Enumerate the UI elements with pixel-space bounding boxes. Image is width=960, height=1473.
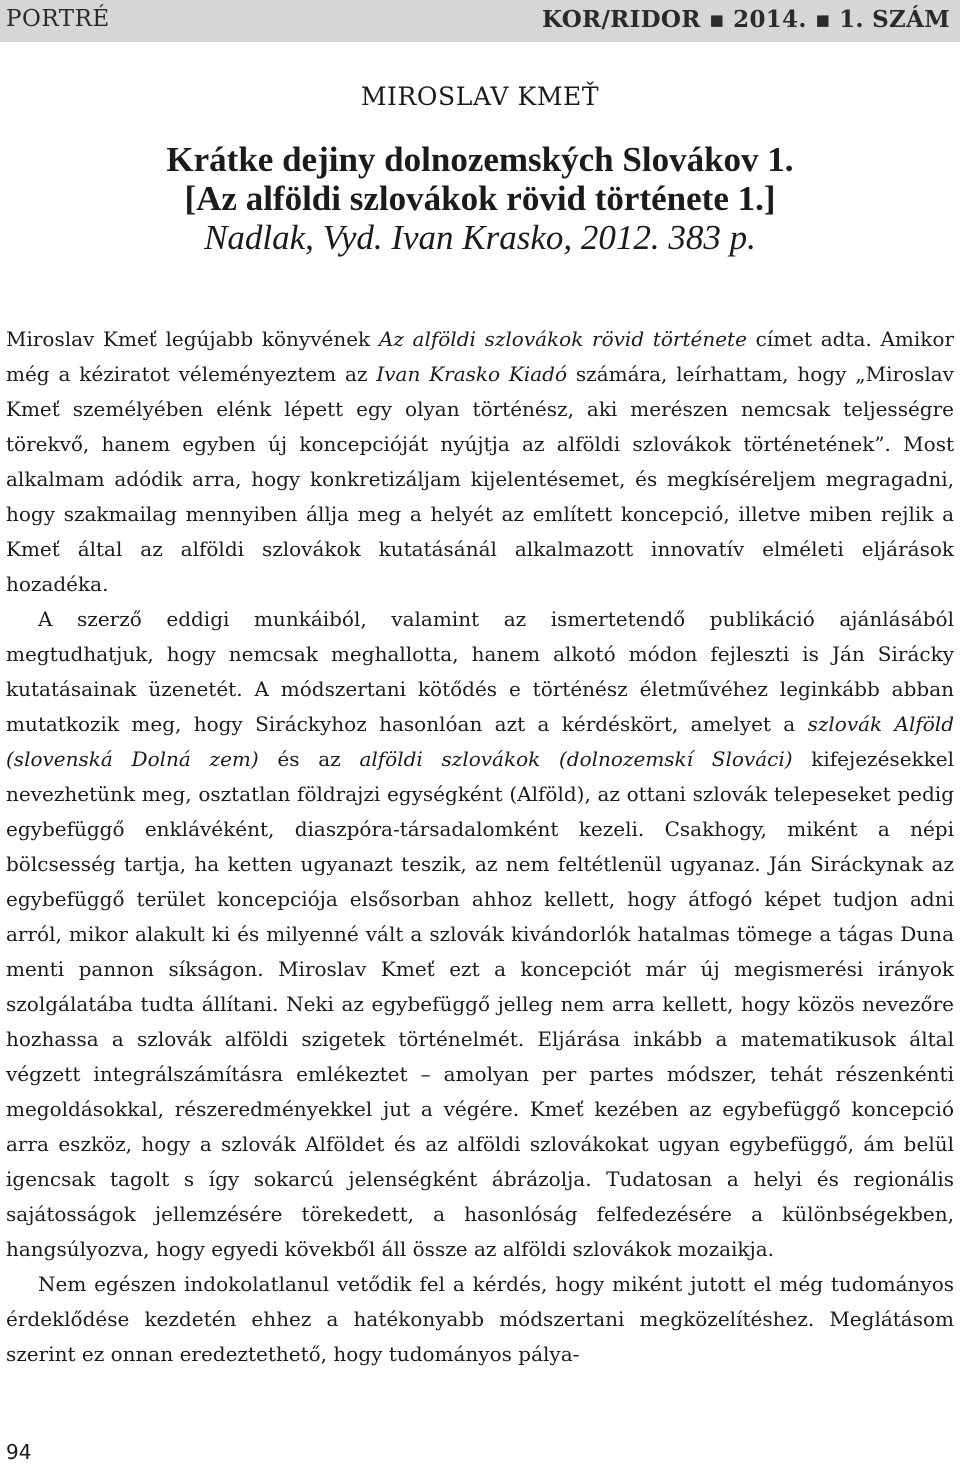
book-title: Krátke dejiny dolnozemských Slovákov 1. [166, 140, 794, 179]
paragraph [6, 602, 954, 1267]
text-run: kifejezésekkel nevezhetünk meg, osztatlan földrajzi egységként (Alföld), az ottani szlovák telepeseket pedig egybefüggő enklávéként, diaszpóra-társadalomként kezeli. Csakhogy, miként a népi bölcsesség tartja, ha ketten ugyanazt teszik, az nem feltétlenül ugyanaz. Ján Siráckynak az egybefüggő terület koncepciója elsősorban ahhoz kellett, hogy átfogó képet tudjon adni arról, mikor alakult ki és milyenné vált a szlovák kivándorlók hatalmas tömege a tágas Duna menti pannon síkságon. Miroslav Kmeť ezt a koncepciót már új megismerési irányok szolgálatába tudta állítani. Neki az egybefüggő jelleg nem arra kellett, hogy közös nevezőre hozhassa a szlovák alföldi szigetek történelmét. Eljárása inkább a matematikusok által végzett integrálszámításra emlékeztet – amolyan per partes módszer, tehát részenkénti megoldásokkal, részeredményekkel jut a végére. Kmeť kezében az egybefüggő koncepció arra eszköz, hogy a szlovák Alföldet és az alföldi szlovákokat ugyan egybefüggő, ám belül igencsak tagolt s így sokarcú jelenségként ábrázolja. Tudatosan a helyi és regionális sajátosságok jellemzésére törekedett, a hasonlóság felfedezésére a különbségekben, hangsúlyozva, hogy egyedi kövekből áll össze az alföldi szlovákok mozaikja. [6, 747, 955, 1261]
text-run: és az [258, 747, 360, 771]
author-name: MIROSLAV KMEŤ [360, 82, 600, 111]
publication-details: Nadlak, Vyd. Ivan Krasko, 2012. 383 p. [204, 218, 756, 257]
text-run: A szerző eddigi munkáiból, valamint az ismertetendő publikáció ajánlásából megtudhatjuk, hogy nemcsak meghallotta, hanem alkotó módon fejleszti is Ján Sirácky kutatásainak üzenetét. A módszertani kötődés e történész életművéhez leginkább abban mutatkozik meg, hogy Siráckyhoz hasonlóan azt a kérdéskört, amelyet a [6, 607, 954, 736]
text-run: számára, leírhattam, hogy „Miroslav Kmeť személyében elénk lépett egy olyan történész, aki merészen nemcsak teljességre törekvő, hanem egyben új koncepcióját nyújtja az alföldi szlovákok történetének”. Most alkalmam adódik arra, hogy konkretizáljam kijelentésemet, és megkíséreljem megragadni, hogy szakmailag mennyiben állja meg a helyét az említett koncepció, illetve miben rejlik a Kmeť által az alföldi szlovákok kutatásánál alkalmazott innovatív elméleti eljárások hozadéka. [6, 362, 954, 596]
running-header [0, 0, 960, 42]
italic-text: Az alföldi szlovákok rövid története [378, 327, 747, 351]
text-run: címet adta. Amikor még a kéziratot véleményeztem az [6, 327, 955, 386]
italic-text: alföldi szlovákok (dolnozemskí Slováci) [359, 747, 793, 771]
text-run: Nem egészen indokolatlanul vetődik fel a kérdés, hogy miként jutott el még tudományos érdeklődése kezdetén ehhez a hatékonyabb módszertani megközelítéshez. Meglátásom szerint ez onnan eredeztethető, hogy tudományos pálya- [6, 1272, 954, 1366]
paragraph [6, 1267, 954, 1372]
book-title-block [0, 140, 960, 257]
page-number: 94 [6, 1440, 32, 1464]
italic-text: szlovák Alföld (slovenská Dolná zem) [6, 712, 955, 771]
journal-issue-info: KOR/RIDOR ▪ 2014. ▪ 1. SZÁM [542, 6, 950, 33]
italic-text: Ivan Krasko Kiadó [376, 362, 568, 386]
article-body [6, 322, 954, 1372]
section-name: PORTRÉ [6, 6, 110, 32]
paragraph [6, 322, 954, 602]
book-title-translation: [Az alföldi szlovákok rövid története 1.] [184, 179, 776, 218]
text-run: Miroslav Kmeť legújabb könyvének [6, 327, 379, 351]
